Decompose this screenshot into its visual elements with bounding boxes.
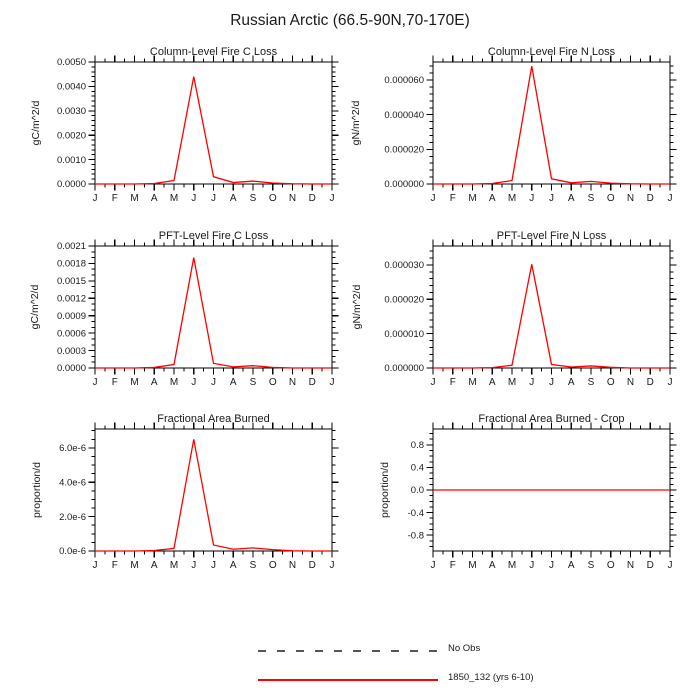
y-tick-label: 0.0e-6 — [59, 546, 86, 558]
x-tick-label: A — [488, 193, 496, 204]
y-tick-label: -0.8 — [407, 530, 424, 542]
y-tick-label: 0.0030 — [56, 106, 86, 117]
x-tick-label: O — [606, 193, 615, 204]
y-tick-label: -0.4 — [407, 507, 424, 519]
x-tick-label: S — [587, 193, 595, 204]
x-tick-label: J — [430, 560, 436, 571]
x-tick-label: J — [667, 193, 673, 204]
x-tick-label: F — [449, 377, 456, 388]
x-tick-label: D — [308, 560, 316, 571]
y-tick-label: 2.0e-6 — [59, 511, 86, 523]
x-tick-label: J — [211, 193, 216, 204]
chart-ylabel: proportion/d — [379, 461, 391, 519]
y-tick-label: 0.0015 — [56, 276, 86, 288]
chart-ylabel: gC/m^2/d — [30, 100, 42, 146]
y-tick-label: 0.000020 — [384, 294, 424, 306]
x-tick-label: J — [329, 377, 335, 388]
plot-frame — [433, 246, 670, 368]
x-tick-label: S — [249, 377, 257, 388]
x-tick-label: J — [191, 193, 197, 204]
x-tick-label: A — [567, 193, 575, 204]
page-title: Russian Arctic (66.5-90N,70-170E) — [230, 12, 470, 29]
x-tick-label: M — [468, 560, 477, 571]
x-tick-label: M — [130, 193, 139, 204]
x-tick-label: J — [191, 560, 197, 571]
y-tick-label: 0.0006 — [56, 328, 86, 340]
x-tick-label: O — [268, 560, 277, 571]
x-tick-label: F — [111, 193, 118, 204]
x-tick-label: N — [288, 193, 297, 204]
x-tick-label: A — [150, 193, 158, 204]
x-tick-label: M — [468, 193, 477, 204]
no-obs-dashed-line — [258, 650, 438, 652]
x-tick-label: M — [169, 560, 179, 571]
x-tick-label: J — [549, 193, 554, 204]
chart-cell-fractional-area-burned — [10, 405, 343, 583]
y-tick-label: 0.8 — [410, 440, 424, 452]
chart-cell-fractional-area-burned-crop — [348, 405, 681, 583]
y-tick-label: 0.000040 — [384, 109, 424, 121]
x-tick-label: F — [111, 377, 118, 388]
x-tick-label: N — [626, 193, 635, 204]
plot-svg-pft-fire-c-loss — [10, 222, 343, 400]
x-tick-label: J — [191, 377, 197, 388]
x-tick-label: O — [606, 377, 615, 388]
x-tick-label: A — [150, 560, 158, 571]
y-tick-label: 0.0 — [410, 485, 424, 497]
chart-ylabel: gN/m^2/d — [350, 100, 362, 146]
x-tick-label: M — [130, 560, 139, 571]
y-tick-label: 0.000000 — [384, 179, 424, 191]
legend-item-no-obs — [258, 643, 598, 659]
x-tick-label: N — [626, 560, 635, 571]
x-tick-label: J — [529, 560, 535, 571]
y-tick-label: 0.0050 — [56, 57, 86, 69]
y-tick-label: 0.000060 — [384, 75, 424, 87]
y-tick-label: 0.0000 — [56, 179, 86, 191]
x-tick-label: A — [567, 377, 575, 388]
plot-svg-pft-fire-n-loss — [348, 222, 681, 400]
x-tick-label: M — [130, 377, 139, 388]
chart-cell-column-fire-c-loss — [10, 38, 343, 216]
chart-title: PFT-Level Fire C Loss — [158, 230, 269, 242]
chart-ylabel: proportion/d — [31, 461, 43, 519]
x-tick-label: O — [268, 377, 277, 388]
x-tick-label: J — [92, 377, 98, 388]
chart-ylabel: gC/m^2/d — [29, 284, 41, 330]
x-tick-label: J — [549, 560, 554, 571]
y-tick-label: 0.000000 — [384, 363, 424, 375]
x-tick-label: J — [92, 560, 98, 571]
plot-frame — [433, 62, 670, 184]
x-tick-label: M — [507, 193, 517, 204]
x-tick-label: A — [567, 560, 575, 571]
y-tick-label: 0.0018 — [56, 258, 86, 270]
x-tick-label: J — [211, 560, 216, 571]
x-tick-label: J — [329, 560, 335, 571]
x-tick-label: M — [507, 377, 517, 388]
chart-title: Column-Level Fire C Loss — [149, 46, 278, 58]
x-tick-label: F — [449, 193, 456, 204]
x-tick-label: O — [606, 560, 615, 571]
legend-label: No Obs — [448, 643, 481, 654]
y-tick-label: 6.0e-6 — [59, 443, 86, 455]
x-tick-label: A — [229, 560, 237, 571]
x-tick-label: D — [646, 193, 654, 204]
y-tick-label: 0.000030 — [384, 260, 424, 272]
plot-frame — [95, 246, 332, 368]
x-tick-label: M — [468, 377, 477, 388]
x-tick-label: J — [529, 193, 535, 204]
x-tick-label: J — [667, 377, 673, 388]
plot-svg-column-fire-n-loss — [348, 38, 681, 216]
x-tick-label: D — [646, 560, 654, 571]
y-tick-label: 0.0020 — [56, 130, 86, 142]
y-tick-label: 0.0012 — [56, 293, 86, 305]
chart-cell-pft-fire-c-loss — [10, 222, 343, 400]
x-tick-label: A — [229, 193, 237, 204]
x-tick-label: A — [150, 377, 158, 388]
y-tick-label: 0.0021 — [56, 241, 86, 253]
series-line — [433, 264, 670, 368]
x-tick-label: M — [507, 560, 517, 571]
chart-ylabel: gN/m^2/d — [351, 284, 363, 330]
plot-frame — [95, 62, 332, 184]
x-tick-label: F — [111, 560, 118, 571]
x-tick-label: F — [449, 560, 456, 571]
x-tick-label: J — [92, 193, 98, 204]
y-tick-label: 0.0009 — [56, 310, 86, 322]
x-tick-label: N — [288, 560, 297, 571]
x-tick-label: J — [529, 377, 535, 388]
x-tick-label: A — [488, 560, 496, 571]
x-tick-label: S — [587, 560, 595, 571]
chart-cell-column-fire-n-loss — [348, 38, 681, 216]
legend-item-series — [258, 672, 598, 688]
series-line — [433, 66, 670, 184]
chart-title: PFT-Level Fire N Loss — [496, 230, 607, 242]
y-tick-label: 0.0003 — [56, 345, 86, 357]
x-tick-label: O — [268, 193, 277, 204]
x-tick-label: J — [549, 377, 554, 388]
y-tick-label: 4.0e-6 — [59, 477, 86, 489]
x-tick-label: J — [430, 377, 436, 388]
y-tick-label: 0.000020 — [384, 144, 424, 156]
y-tick-label: 0.0000 — [56, 363, 86, 375]
series-line — [95, 258, 332, 368]
legend-label: 1850_132 (yrs 6-10) — [448, 672, 534, 683]
x-tick-label: J — [211, 377, 216, 388]
y-tick-label: 0.0010 — [56, 154, 86, 166]
x-tick-label: N — [288, 377, 297, 388]
x-tick-label: J — [329, 193, 335, 204]
chart-title: Column-Level Fire N Loss — [487, 46, 616, 58]
x-tick-label: S — [249, 193, 257, 204]
series-solid-line — [258, 679, 438, 681]
plot-svg-column-fire-c-loss — [10, 38, 343, 216]
x-tick-label: J — [667, 560, 673, 571]
x-tick-label: D — [646, 377, 654, 388]
plot-svg-fractional-area-burned-crop — [348, 405, 681, 583]
x-tick-label: M — [169, 377, 179, 388]
chart-title: Fractional Area Burned — [157, 413, 270, 425]
x-tick-label: A — [488, 377, 496, 388]
x-tick-label: D — [308, 377, 316, 388]
series-line — [95, 77, 332, 184]
chart-title: Fractional Area Burned - Crop — [478, 413, 625, 425]
plot-frame — [95, 429, 332, 551]
x-tick-label: A — [229, 377, 237, 388]
y-tick-label: 0.0040 — [56, 81, 86, 93]
x-tick-label: S — [249, 560, 257, 571]
x-tick-label: D — [308, 193, 316, 204]
y-tick-label: 0.000010 — [384, 328, 424, 340]
x-tick-label: N — [626, 377, 635, 388]
chart-cell-pft-fire-n-loss — [348, 222, 681, 400]
series-line — [95, 439, 332, 551]
plot-svg-fractional-area-burned — [10, 405, 343, 583]
x-tick-label: M — [169, 193, 179, 204]
y-tick-label: 0.4 — [410, 462, 424, 474]
x-tick-label: S — [587, 377, 595, 388]
x-tick-label: J — [430, 193, 436, 204]
